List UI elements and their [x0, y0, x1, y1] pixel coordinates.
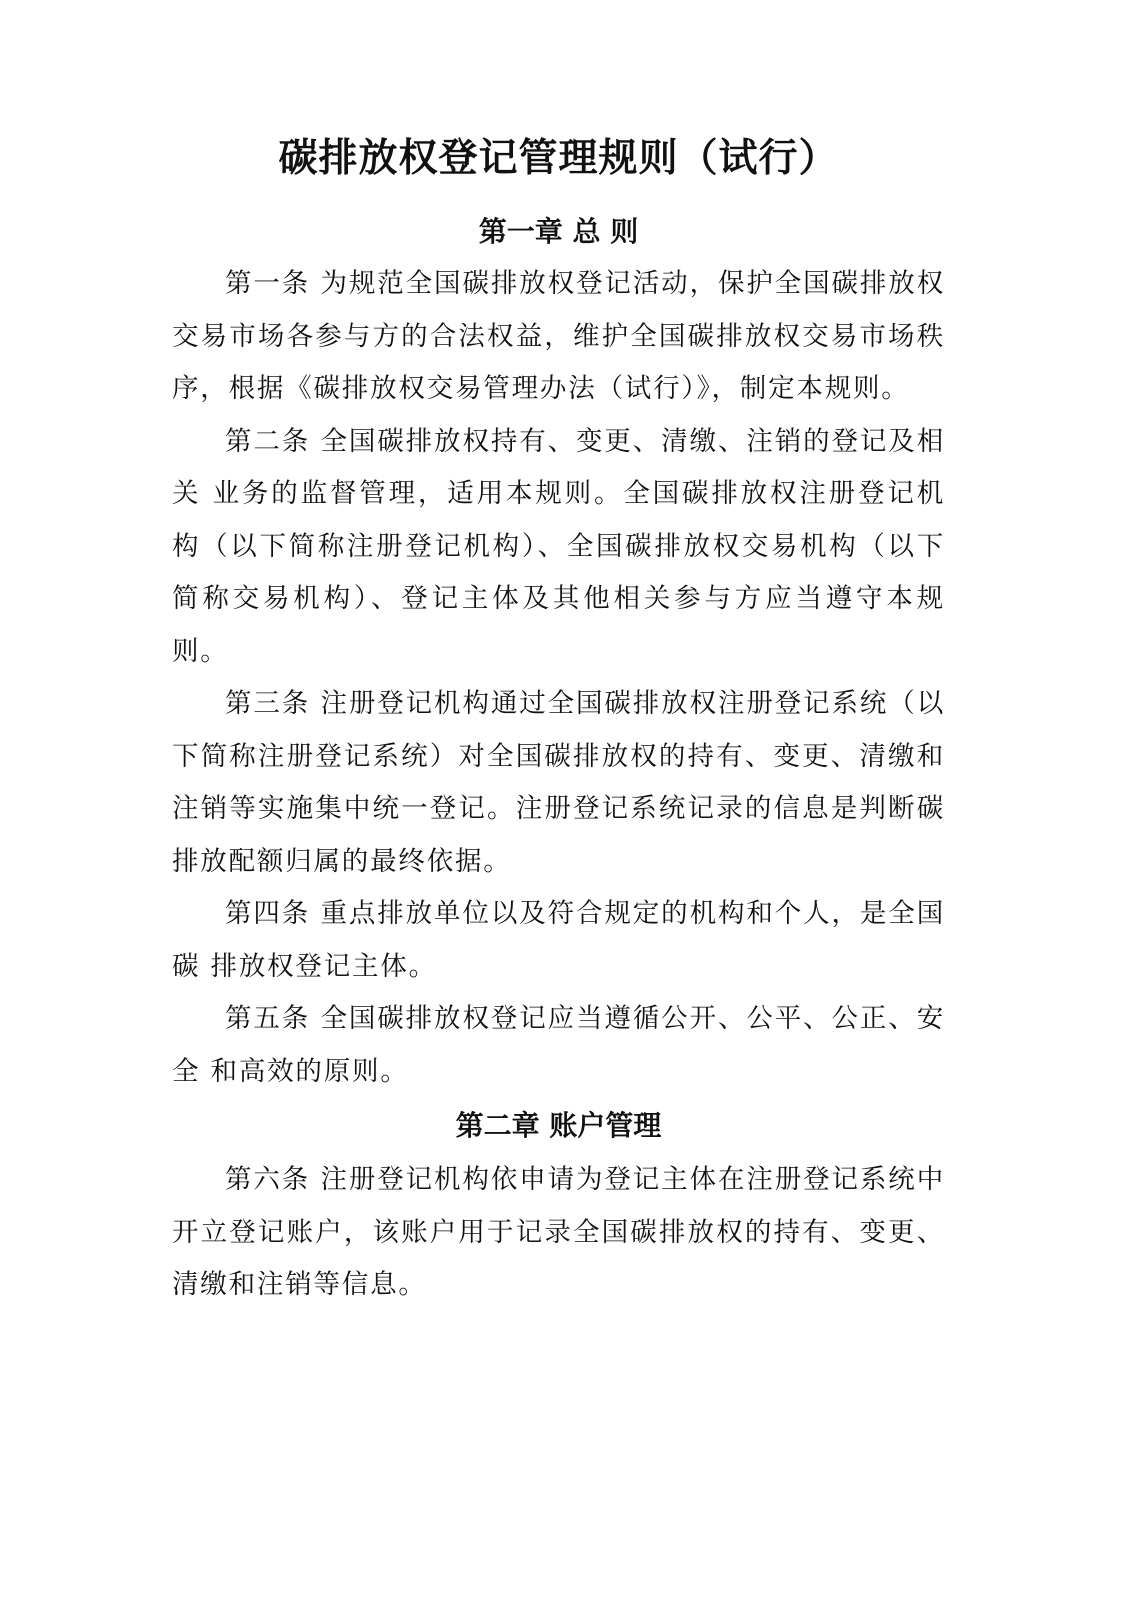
- article-3: 第三条 注册登记机构通过全国碳排放权注册登记系统（以下简称注册登记系统）对全国碳排放权的持有、变更、清缴和注销等实施集中统一登记。注册登记系统记录的信息是判断碳排放配额归属的最终依据。: [172, 688, 945, 877]
- chapter-heading-2: 第二章 账户管理: [455, 1109, 662, 1142]
- article-5: 第五条 全国碳排放权登记应当遵循公开、公平、公正、安全 和高效的原则。: [172, 1003, 945, 1087]
- document-title: 碳排放权登记管理规则（试行）: [278, 135, 839, 181]
- article-2: 第二条 全国碳排放权持有、变更、清缴、注销的登记及相关 业务的监督管理，适用本规则。全国碳排放权注册登记机构（以下简称注册登记机构）、全国碳排放权交易机构（以下简称交易机构）、登记主体及其他相关参与方应当遵守本规则。: [172, 425, 945, 667]
- article-6: 第六条 注册登记机构依申请为登记主体在注册登记系统中开立登记账户，该账户用于记录全国碳排放权的持有、变更、清缴和注销等信息。: [172, 1164, 945, 1300]
- article-1: 第一条 为规范全国碳排放权登记活动，保护全国碳排放权交易市场各参与方的合法权益，维护全国碳排放权交易市场秩序，根据《碳排放权交易管理办法（试行）》，制定本规则。: [172, 268, 945, 404]
- article-4: 第四条 重点排放单位以及符合规定的机构和个人，是全国碳 排放权登记主体。: [172, 898, 945, 982]
- chapter-heading-1: 第一章 总 则: [478, 215, 639, 248]
